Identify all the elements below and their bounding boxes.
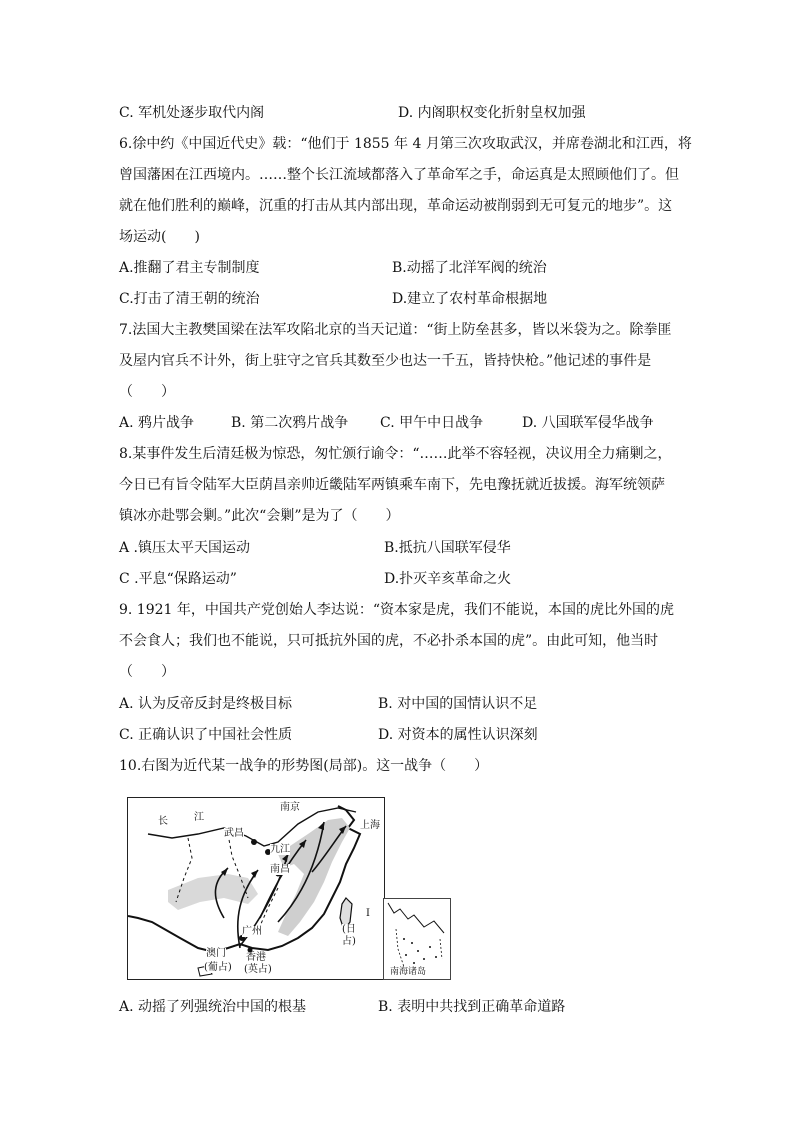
- q7-stem-line-3: （ ）: [119, 384, 175, 400]
- q6-stem-line-2: 曾国藩困在江西境内。……整个长江流域都落入了革命军之手，命运真是太照顾他们了。但: [119, 167, 679, 183]
- map-label-chang: 长: [158, 816, 168, 827]
- q6-option-a: A.推翻了君主专制制度: [119, 260, 260, 276]
- q7-option-b: B. 第二次鸦片战争: [231, 415, 349, 431]
- q9-option-a: A. 认为反帝反封是终极目标: [119, 696, 293, 712]
- q8-stem-line-3: 镇冰亦赴鄂会剿。”此次“会剿”是为了（ ）: [119, 508, 400, 524]
- q7-option-a: A. 鸦片战争: [119, 415, 195, 431]
- map-label-guangzhou: 广州: [242, 926, 262, 937]
- q7-stem-line-2: 及屋内官兵不计外，街上驻守之官兵其数至少也达一千五，皆持快枪。”他记述的事件是: [119, 353, 652, 369]
- map-label-jiujiang: 九江: [270, 844, 290, 855]
- q9-option-d: D. 对资本的属性认识深刻: [378, 727, 538, 743]
- map-label-aomen: 澳门: [206, 948, 226, 959]
- q6-option-b: B.动摇了北洋军阀的统治: [392, 260, 547, 276]
- q8-stem-line-2: 今日已有旨令陆军大臣荫昌亲帅近畿陆军两镇乘车南下，先电豫抚就近拔援。海军统领萨: [119, 477, 665, 493]
- q8-stem-line-1: 8.某事件发生后清廷极为惊恐，匆忙颁行谕令：“……此举不容轻视，决议用全力痛剿之，: [119, 446, 672, 462]
- q9-option-c: C. 正确认识了中国社会性质: [119, 727, 293, 743]
- south-china-sea-inset: [383, 898, 451, 980]
- map-label-xianggang: 香港: [246, 952, 266, 963]
- q8-option-b: B.抵抗八国联军侵华: [384, 540, 511, 556]
- map-label-roman-one: I: [366, 908, 370, 919]
- q10-option-a: A. 动摇了列强统治中国的根基: [119, 999, 307, 1015]
- inset-islands: [403, 938, 437, 964]
- q6-stem-line-3: 就在他们胜利的巅峰，沉重的打击从其内部出现，革命运动被削弱到无可复元的地步”。这: [119, 198, 673, 214]
- q7-option-c: C. 甲午中日战争: [380, 415, 484, 431]
- war-situation-map: [127, 797, 385, 980]
- map-label-yingzhan: (英占): [244, 964, 272, 975]
- map-label-zhan: 占): [342, 936, 356, 947]
- q5-option-d: D. 内阁职权变化折射皇权加强: [398, 105, 586, 121]
- map-label-putaoya: (葡占): [204, 962, 232, 973]
- q10-stem: 10.右图为近代某一战争的形势图(局部)。这一战争（ ）: [119, 758, 489, 774]
- q5-option-c: C. 军机处逐步取代内阁: [119, 105, 265, 121]
- q6-option-d: D.建立了农村革命根据地: [392, 291, 548, 307]
- q6-stem-line-1: 6.徐中约《中国近代史》载：“他们于 1855 年 4 月第三次攻取武汉，并席卷湖北和江西，将: [119, 136, 692, 152]
- map-label-jiang: 江: [194, 812, 204, 823]
- map-label-nanchang: 南昌: [270, 864, 290, 875]
- inset-caption: 南海诸岛: [390, 967, 427, 977]
- q10-option-b: B. 表明中共找到正确革命道路: [378, 999, 566, 1015]
- q8-option-c: C .平息“保路运动”: [119, 571, 237, 587]
- q6-option-c: C.打击了清王朝的统治: [119, 291, 260, 307]
- map-label-nanjing: 南京: [280, 802, 300, 813]
- q9-stem-line-1: 9. 1921 年，中国共产党创始人李达说：“资本家是虎，我们不能说，本国的虎比外国的虎: [119, 602, 675, 618]
- q8-option-a: A .镇压太平天国运动: [119, 540, 251, 556]
- arrow-head-2: [251, 870, 258, 878]
- map-label-wuchang: 武昌: [224, 828, 244, 839]
- q6-stem-line-4: 场运动( ): [119, 229, 200, 245]
- city-dot-wuchang: [251, 839, 257, 845]
- q9-option-b: B. 对中国的国情认识不足: [378, 696, 538, 712]
- inset-dashed-line: [396, 929, 442, 967]
- q8-option-d: D.扑灭辛亥革命之火: [384, 571, 512, 587]
- q9-stem-line-3: （ ）: [119, 664, 175, 680]
- q9-stem-line-2: 不会食人；我们也不能说，只可抵抗外国的虎，不必扑杀本国的虎”。由此可知，他当时: [119, 633, 659, 649]
- inset-coast: [388, 903, 444, 933]
- q7-stem-line-1: 7.法国大主教樊国梁在法军攻陷北京的当天记道：“街上防垒甚多，皆以米袋为之。除拳匪: [119, 322, 672, 338]
- q7-option-d: D. 八国联军侵华战争: [522, 415, 654, 431]
- map-label-ri: (日: [342, 924, 356, 935]
- map-label-shanghai: 上海: [360, 820, 380, 831]
